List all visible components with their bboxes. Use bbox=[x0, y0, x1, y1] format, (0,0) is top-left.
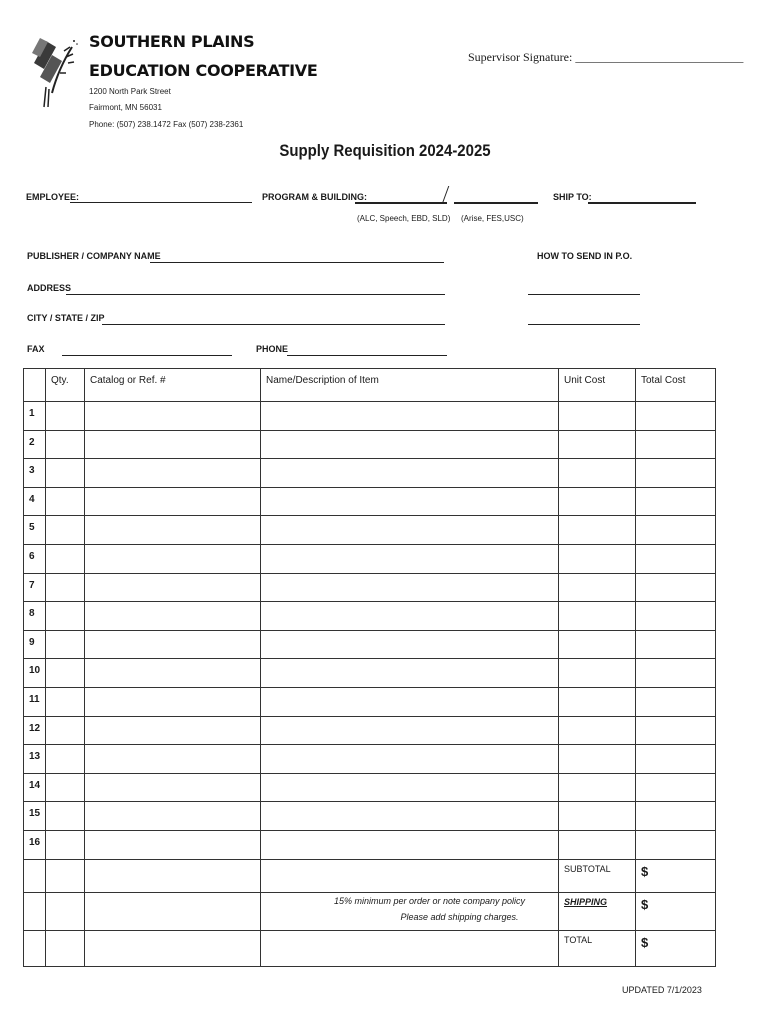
city-state-zip-field[interactable] bbox=[102, 324, 445, 325]
blank-cell bbox=[85, 892, 261, 930]
catalog-cell[interactable] bbox=[85, 659, 261, 688]
qty-cell[interactable] bbox=[46, 802, 85, 831]
table-row bbox=[24, 544, 716, 573]
catalog-cell[interactable] bbox=[85, 687, 261, 716]
subtotal-row bbox=[24, 859, 716, 892]
ship-to-label: SHIP TO: bbox=[553, 192, 592, 202]
table-header-row bbox=[24, 369, 716, 402]
phone-label: PHONE bbox=[256, 344, 289, 354]
total-value[interactable] bbox=[636, 930, 716, 966]
table-row bbox=[24, 773, 716, 802]
unit-cost-cell[interactable] bbox=[559, 516, 636, 545]
total-cost-cell[interactable] bbox=[636, 659, 716, 688]
total-cost-cell[interactable] bbox=[636, 430, 716, 459]
qty-cell[interactable] bbox=[46, 602, 85, 631]
shipping-row bbox=[24, 892, 716, 930]
total-cost-cell[interactable] bbox=[636, 687, 716, 716]
total-cost-cell[interactable] bbox=[636, 830, 716, 859]
row-number: 13 bbox=[24, 745, 46, 774]
subtotal-currency: $ bbox=[641, 863, 649, 879]
total-label: TOTAL bbox=[559, 930, 636, 966]
building-field[interactable] bbox=[454, 202, 538, 204]
row-number: 12 bbox=[24, 716, 46, 745]
description-cell[interactable] bbox=[261, 830, 559, 859]
row-number: 16 bbox=[24, 830, 46, 859]
catalog-cell[interactable] bbox=[85, 430, 261, 459]
table-row bbox=[24, 630, 716, 659]
qty-cell[interactable] bbox=[46, 487, 85, 516]
unit-cost-cell[interactable] bbox=[559, 602, 636, 631]
program-hint: (ALC, Speech, EBD, SLD) bbox=[357, 214, 451, 223]
updated-date: UPDATED 7/1/2023 bbox=[622, 985, 702, 995]
row-number: 2 bbox=[24, 430, 46, 459]
building-hint: (Arise, FES,USC) bbox=[461, 214, 524, 223]
qty-cell[interactable] bbox=[46, 402, 85, 431]
total-cost-cell[interactable] bbox=[636, 602, 716, 631]
total-cost-cell[interactable] bbox=[636, 487, 716, 516]
total-cost-cell[interactable] bbox=[636, 802, 716, 831]
description-cell[interactable] bbox=[261, 659, 559, 688]
header-row-number bbox=[24, 369, 46, 402]
blank-cell bbox=[46, 859, 85, 892]
table-row bbox=[24, 602, 716, 631]
unit-cost-cell[interactable] bbox=[559, 487, 636, 516]
row-number: 14 bbox=[24, 773, 46, 802]
qty-cell[interactable] bbox=[46, 544, 85, 573]
program-field[interactable] bbox=[355, 202, 447, 204]
total-currency: $ bbox=[641, 934, 649, 950]
blank-cell bbox=[85, 859, 261, 892]
header-unit-cost: Unit Cost bbox=[559, 369, 636, 402]
qty-cell[interactable] bbox=[46, 573, 85, 602]
unit-cost-cell[interactable] bbox=[559, 630, 636, 659]
catalog-cell[interactable] bbox=[85, 745, 261, 774]
qty-cell[interactable] bbox=[46, 659, 85, 688]
header-qty: Qty. bbox=[46, 369, 85, 402]
total-cost-cell[interactable] bbox=[636, 516, 716, 545]
address-label: ADDRESS bbox=[27, 283, 72, 293]
description-cell[interactable] bbox=[261, 687, 559, 716]
unit-cost-cell[interactable] bbox=[559, 830, 636, 859]
table-row bbox=[24, 716, 716, 745]
description-cell[interactable] bbox=[261, 630, 559, 659]
shipping-note-line2: Please add shipping charges. bbox=[400, 911, 519, 922]
cooperative-logo-icon bbox=[30, 33, 80, 108]
description-cell[interactable] bbox=[261, 773, 559, 802]
unit-cost-cell[interactable] bbox=[559, 687, 636, 716]
blank-cell bbox=[46, 892, 85, 930]
catalog-cell[interactable] bbox=[85, 516, 261, 545]
catalog-cell[interactable] bbox=[85, 544, 261, 573]
blank-cell bbox=[24, 930, 46, 966]
supervisor-signature-field[interactable]: Supervisor Signature: ____________________________ bbox=[468, 50, 744, 64]
unit-cost-cell[interactable] bbox=[559, 430, 636, 459]
header-description: Name/Description of Item bbox=[261, 369, 559, 402]
address-field[interactable] bbox=[66, 294, 445, 295]
fax-field[interactable] bbox=[62, 355, 232, 356]
table-row bbox=[24, 659, 716, 688]
table-row bbox=[24, 830, 716, 859]
total-cost-cell[interactable] bbox=[636, 459, 716, 488]
qty-cell[interactable] bbox=[46, 830, 85, 859]
blank-cell bbox=[46, 930, 85, 966]
total-cost-cell[interactable] bbox=[636, 544, 716, 573]
table-row bbox=[24, 802, 716, 831]
ship-to-field[interactable] bbox=[588, 202, 696, 204]
org-phone-fax: Phone: (507) 238.1472 Fax (507) 238-2361 bbox=[89, 120, 244, 129]
row-number: 3 bbox=[24, 459, 46, 488]
qty-cell[interactable] bbox=[46, 516, 85, 545]
catalog-cell[interactable] bbox=[85, 602, 261, 631]
unit-cost-cell[interactable] bbox=[559, 573, 636, 602]
shipping-value[interactable] bbox=[636, 892, 716, 930]
total-cost-cell[interactable] bbox=[636, 573, 716, 602]
shipping-label: SHIPPING bbox=[559, 892, 636, 930]
shipping-note bbox=[261, 892, 559, 930]
how-to-send-label: HOW TO SEND IN P.O. bbox=[537, 251, 633, 261]
city-state-zip-label: CITY / STATE / ZIP bbox=[27, 313, 105, 323]
row-number: 8 bbox=[24, 602, 46, 631]
description-cell[interactable] bbox=[261, 402, 559, 431]
total-cost-cell[interactable] bbox=[636, 716, 716, 745]
unit-cost-cell[interactable] bbox=[559, 402, 636, 431]
header-catalog: Catalog or Ref. # bbox=[85, 369, 261, 402]
org-city: Fairmont, MN 56031 bbox=[89, 103, 162, 112]
table-row bbox=[24, 459, 716, 488]
page-title: Supply Requisition 2024-2025 bbox=[279, 141, 491, 160]
row-number: 6 bbox=[24, 544, 46, 573]
description-cell[interactable] bbox=[261, 745, 559, 774]
catalog-cell[interactable] bbox=[85, 459, 261, 488]
program-building-label: PROGRAM & BUILDING: bbox=[262, 192, 367, 202]
catalog-cell[interactable] bbox=[85, 802, 261, 831]
description-cell[interactable] bbox=[261, 716, 559, 745]
description-cell[interactable] bbox=[261, 802, 559, 831]
employee-label: EMPLOYEE: bbox=[26, 192, 80, 202]
qty-cell[interactable] bbox=[46, 745, 85, 774]
phone-field[interactable] bbox=[287, 355, 447, 356]
unit-cost-cell[interactable] bbox=[559, 716, 636, 745]
total-cost-cell[interactable] bbox=[636, 630, 716, 659]
catalog-cell[interactable] bbox=[85, 773, 261, 802]
table-row bbox=[24, 402, 716, 431]
description-cell[interactable] bbox=[261, 544, 559, 573]
row-number: 9 bbox=[24, 630, 46, 659]
table-row bbox=[24, 745, 716, 774]
unit-cost-cell[interactable] bbox=[559, 459, 636, 488]
header-total-cost: Total Cost bbox=[636, 369, 716, 402]
table-row bbox=[24, 687, 716, 716]
subtotal-label: SUBTOTAL bbox=[559, 859, 636, 892]
table-row bbox=[24, 516, 716, 545]
description-cell[interactable] bbox=[261, 430, 559, 459]
unit-cost-cell[interactable] bbox=[559, 802, 636, 831]
publisher-field[interactable] bbox=[150, 262, 444, 263]
description-cell[interactable] bbox=[261, 516, 559, 545]
shipping-currency: $ bbox=[641, 896, 649, 912]
qty-cell[interactable] bbox=[46, 773, 85, 802]
description-cell[interactable] bbox=[261, 487, 559, 516]
blank-cell bbox=[261, 859, 559, 892]
publisher-label: PUBLISHER / COMPANY NAME bbox=[27, 251, 161, 261]
catalog-cell[interactable] bbox=[85, 402, 261, 431]
qty-cell[interactable] bbox=[46, 630, 85, 659]
table-row bbox=[24, 573, 716, 602]
blank-cell bbox=[24, 892, 46, 930]
row-number: 4 bbox=[24, 487, 46, 516]
catalog-cell[interactable] bbox=[85, 830, 261, 859]
blank-cell bbox=[261, 930, 559, 966]
row-number: 11 bbox=[24, 687, 46, 716]
qty-cell[interactable] bbox=[46, 687, 85, 716]
qty-cell[interactable] bbox=[46, 459, 85, 488]
how-to-send-field-2[interactable] bbox=[528, 324, 640, 325]
qty-cell[interactable] bbox=[46, 430, 85, 459]
unit-cost-cell[interactable] bbox=[559, 745, 636, 774]
unit-cost-cell[interactable] bbox=[559, 659, 636, 688]
row-number: 7 bbox=[24, 573, 46, 602]
total-row bbox=[24, 930, 716, 966]
description-cell[interactable] bbox=[261, 459, 559, 488]
org-name-line2: EDUCATION COOPERATIVE bbox=[89, 61, 318, 80]
table-row bbox=[24, 430, 716, 459]
description-cell[interactable] bbox=[261, 573, 559, 602]
total-cost-cell[interactable] bbox=[636, 402, 716, 431]
subtotal-value[interactable] bbox=[636, 859, 716, 892]
total-cost-cell[interactable] bbox=[636, 745, 716, 774]
blank-cell bbox=[24, 859, 46, 892]
catalog-cell[interactable] bbox=[85, 716, 261, 745]
table-row bbox=[24, 487, 716, 516]
unit-cost-cell[interactable] bbox=[559, 544, 636, 573]
fax-label: FAX bbox=[27, 344, 45, 354]
org-street: 1200 North Park Street bbox=[89, 87, 171, 96]
total-cost-cell[interactable] bbox=[636, 773, 716, 802]
row-number: 1 bbox=[24, 402, 46, 431]
row-number: 5 bbox=[24, 516, 46, 545]
description-cell[interactable] bbox=[261, 602, 559, 631]
row-number: 15 bbox=[24, 802, 46, 831]
catalog-cell[interactable] bbox=[85, 630, 261, 659]
blank-cell bbox=[85, 930, 261, 966]
employee-field[interactable] bbox=[70, 202, 252, 203]
how-to-send-field-1[interactable] bbox=[528, 294, 640, 295]
items-table bbox=[23, 368, 716, 967]
catalog-cell[interactable] bbox=[85, 573, 261, 602]
unit-cost-cell[interactable] bbox=[559, 773, 636, 802]
shipping-note-line1: 15% minimum per order or note company policy bbox=[333, 895, 526, 906]
row-number: 10 bbox=[24, 659, 46, 688]
qty-cell[interactable] bbox=[46, 716, 85, 745]
catalog-cell[interactable] bbox=[85, 487, 261, 516]
org-name-line1: SOUTHERN PLAINS bbox=[89, 32, 255, 51]
